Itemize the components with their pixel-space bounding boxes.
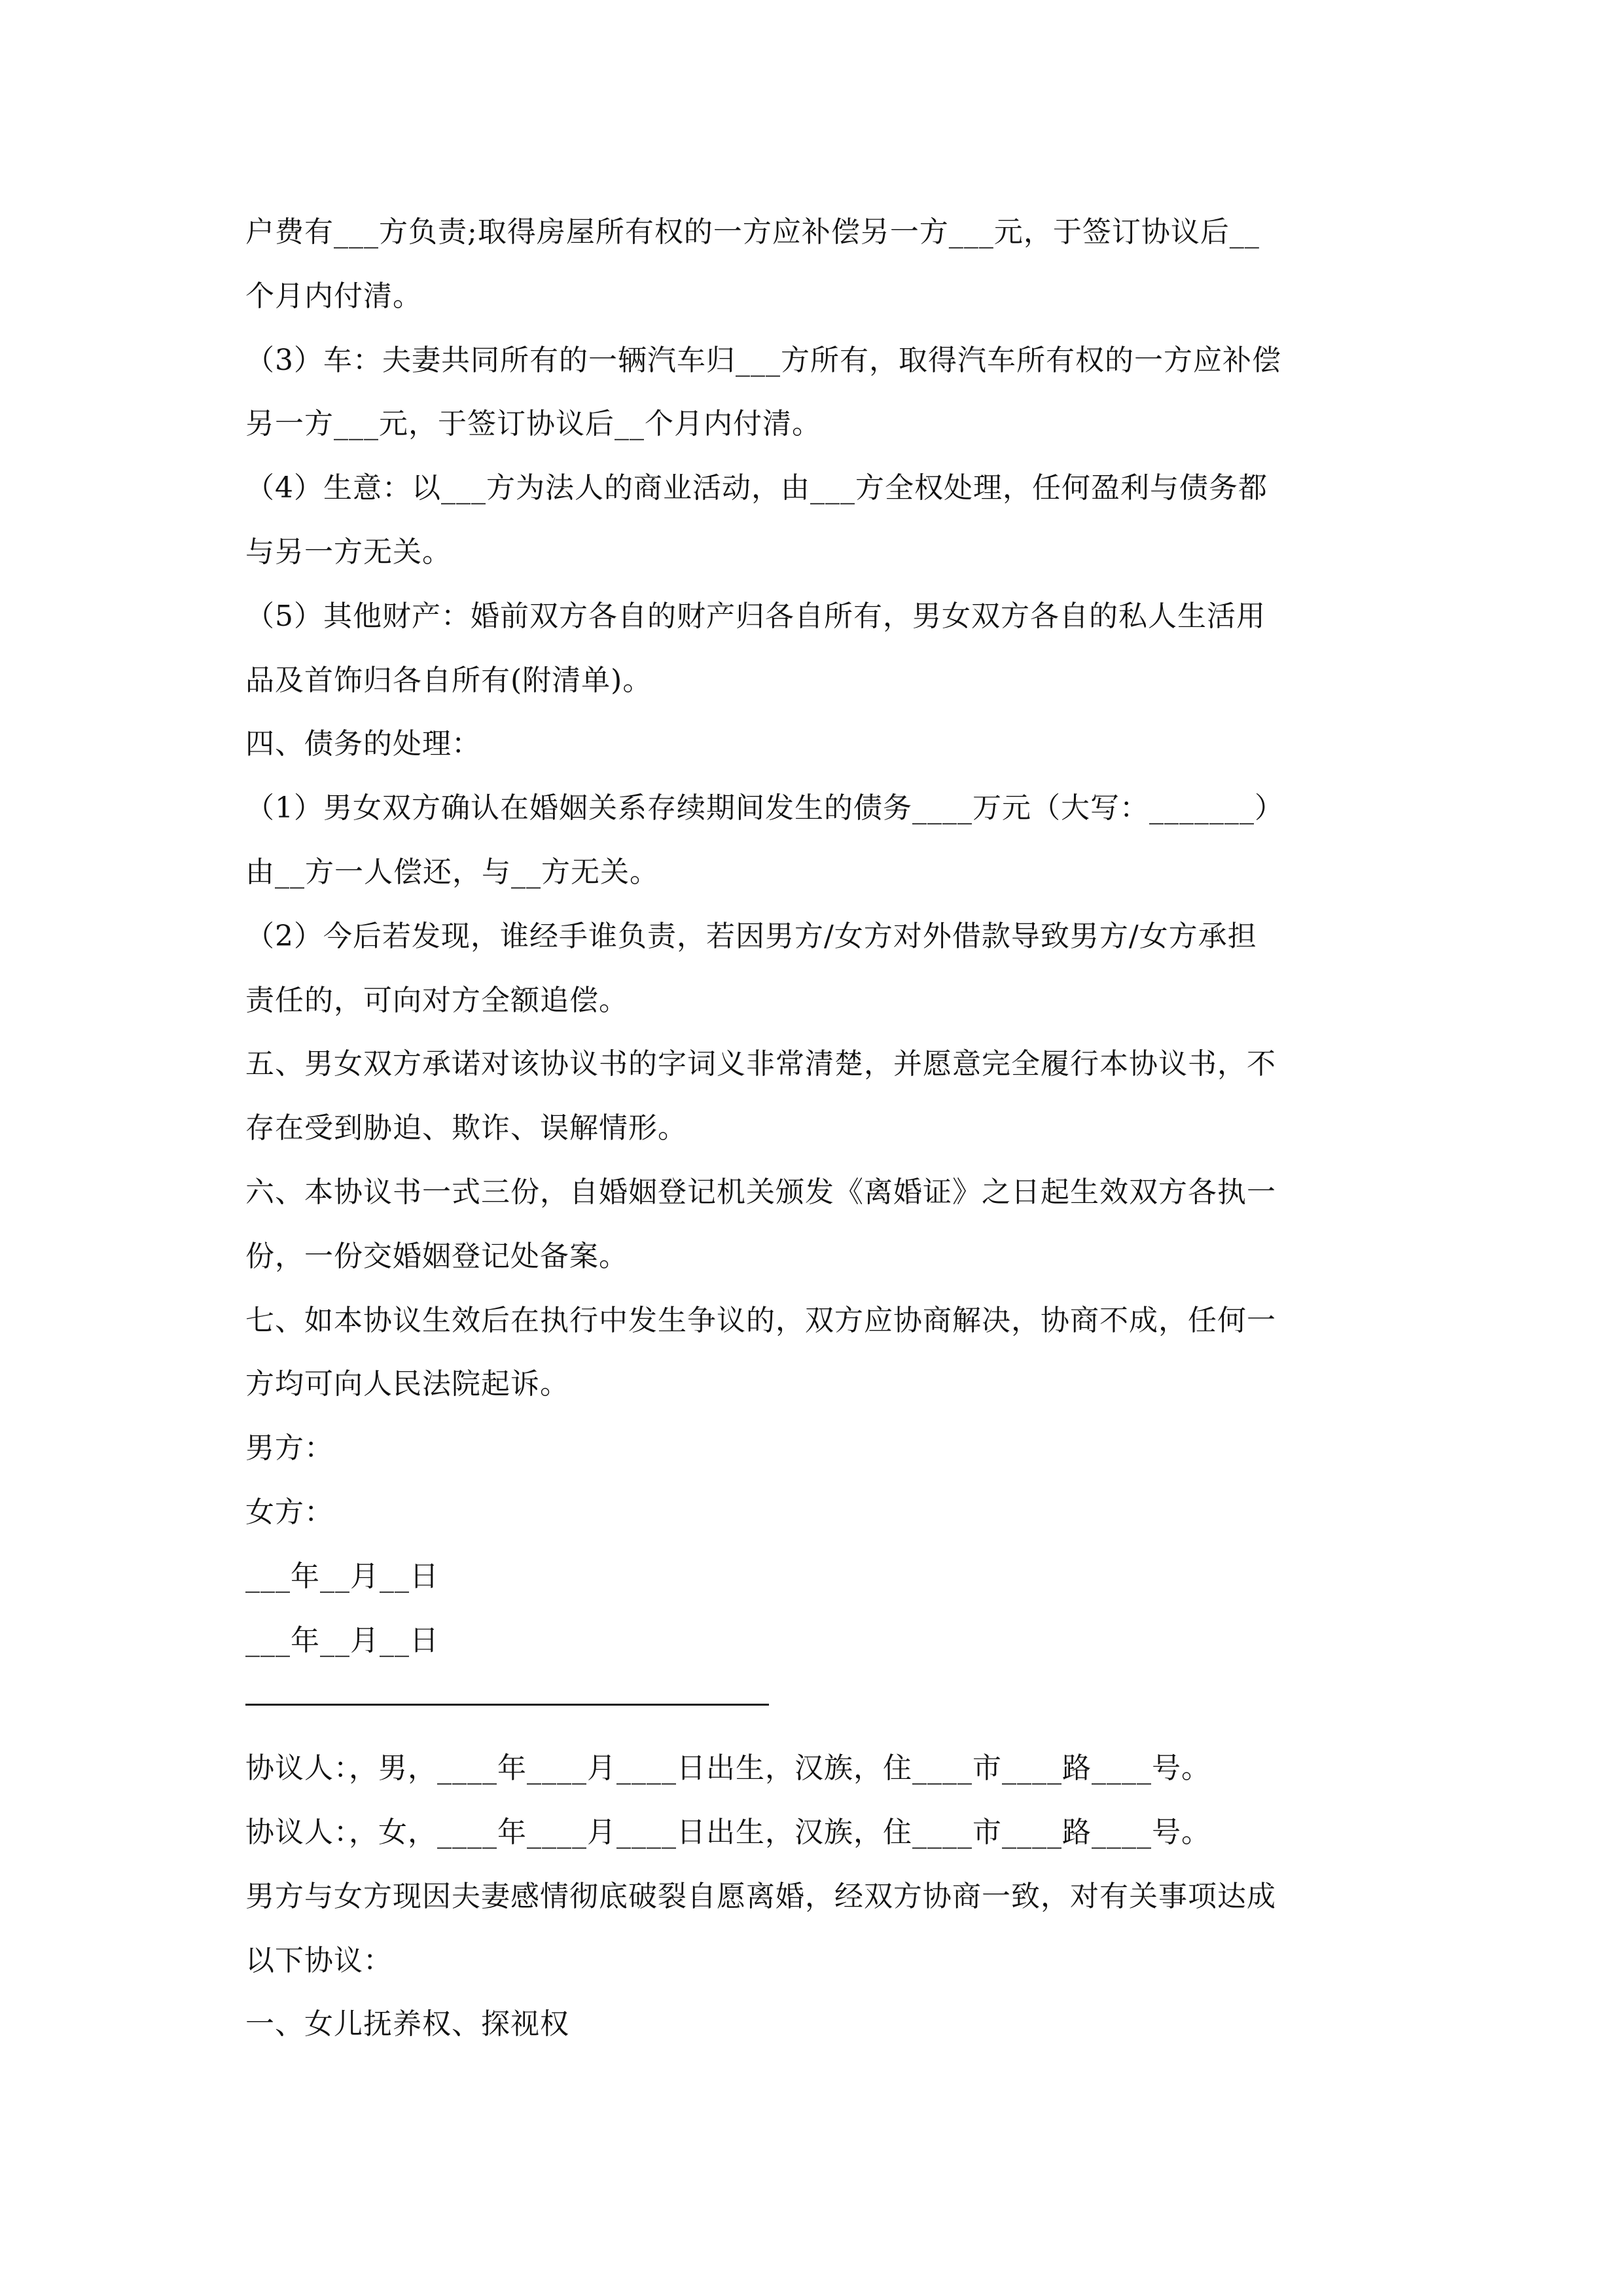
text-line: 份，一份交婚姻登记处备案。 (245, 1239, 628, 1273)
section-heading: 四、债务的处理： (245, 727, 481, 761)
party-male-line: 协议人：，男，____年____月____日出生，汉族，住____市____路____号。 (245, 1751, 1211, 1785)
document-body (245, 200, 1397, 2056)
text-line: 存在受到胁迫、欺诈、误解情形。 (245, 1111, 687, 1145)
section-heading: 一、女儿抚养权、探视权 (245, 2007, 569, 2041)
text-line: 以下协议： (245, 1943, 393, 1977)
text-line: 品及首饰归各自所有(附清单)。 (245, 663, 652, 697)
text-line: 由__方一人偿还，与__方无关。 (245, 855, 659, 889)
signature-female-label: 女方： (245, 1495, 334, 1529)
separator-row (245, 1672, 1397, 1736)
separator-rule (245, 1704, 769, 1706)
party-female-line: 协议人：，女，____年____月____日出生，汉族，住____市____路____号。 (245, 1815, 1211, 1849)
text-line: 七、如本协议生效后在执行中发生争议的，双方应协商解决，协商不成，任何一 (245, 1303, 1276, 1337)
date-line: ___年__月__日 (245, 1623, 439, 1657)
text-line: 个月内付清。 (245, 279, 422, 313)
text-line: 六、本协议书一式三份，自婚姻登记机关颁发《离婚证》之日起生效双方各执一 (245, 1175, 1276, 1209)
signature-male-label: 男方： (245, 1431, 334, 1465)
text-line: （4）生意：以___方为法人的商业活动，由___方全权处理，任何盈利与债务都 (245, 471, 1268, 505)
text-line: 五、男女双方承诺对该协议书的字词义非常清楚，并愿意完全履行本协议书，不 (245, 1047, 1276, 1081)
date-line: ___年__月__日 (245, 1559, 439, 1593)
text-line: 另一方___元，于签订协议后__个月内付清。 (245, 407, 821, 441)
text-line: （2）今后若发现，谁经手谁负责，若因男方/女方对外借款导致男方/女方承担 (245, 919, 1257, 953)
text-line: 与另一方无关。 (245, 535, 452, 569)
text-line: 户费有___方负责;取得房屋所有权的一方应补偿另一方___元，于签订协议后__ (245, 215, 1260, 249)
text-line: （1）男女双方确认在婚姻关系存续期间发生的债务____万元（大写：_______） (245, 791, 1284, 825)
text-line: 男方与女方现因夫妻感情彻底破裂自愿离婚，经双方协商一致，对有关事项达成 (245, 1879, 1276, 1913)
text-line: （3）车：夫妻共同所有的一辆汽车归___方所有，取得汽车所有权的一方应补偿 (245, 343, 1281, 377)
text-line: （5）其他财产：婚前双方各自的财产归各自所有，男女双方各自的私人生活用 (245, 599, 1266, 633)
text-line: 方均可向人民法院起诉。 (245, 1367, 569, 1401)
text-line: 责任的，可向对方全额追偿。 (245, 983, 628, 1017)
